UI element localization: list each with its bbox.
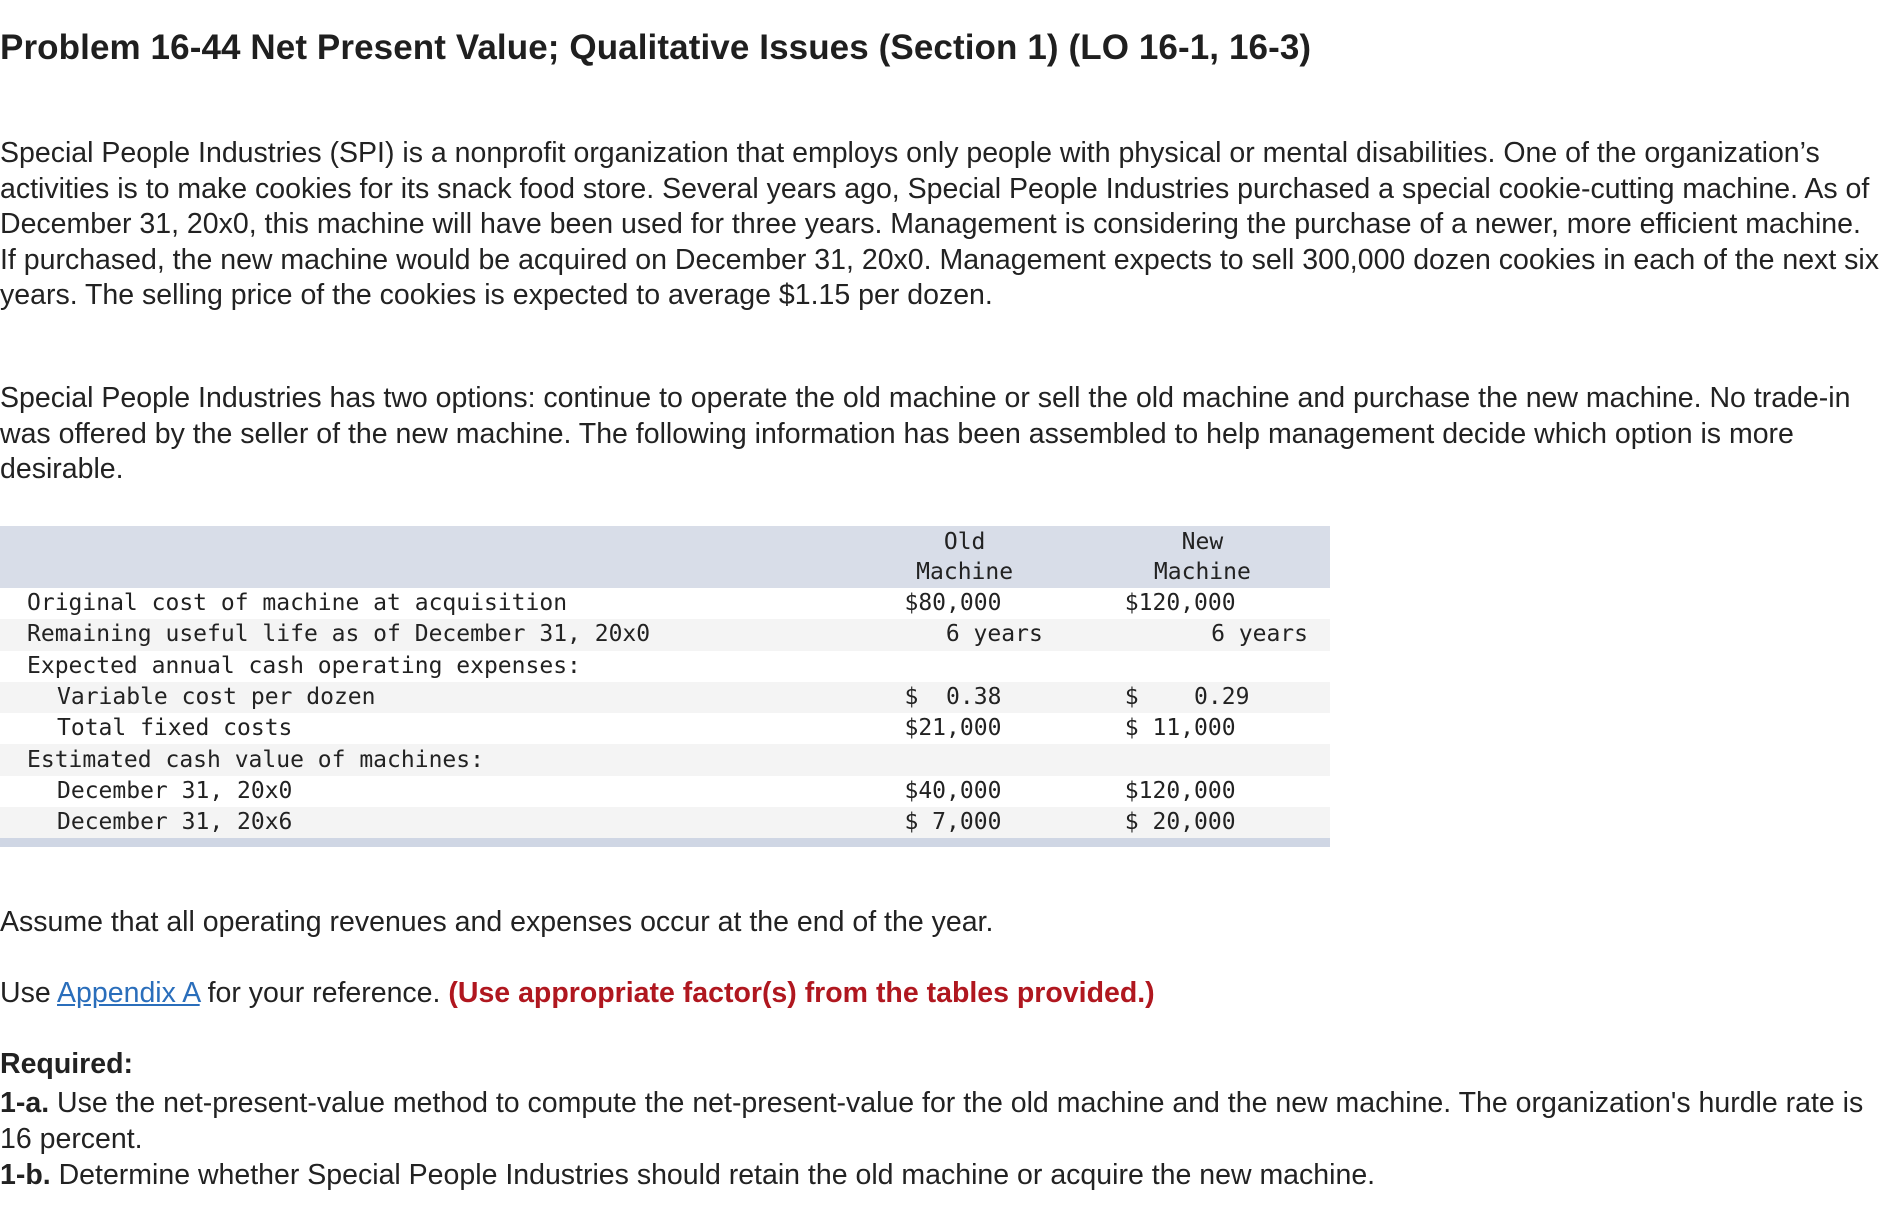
row-label: December 31, 20x6: [0, 807, 854, 838]
instruction-text: (Use appropriate factor(s) from the tables provided.): [448, 977, 1155, 1009]
requirement-1a-label: 1-a.: [0, 1087, 50, 1119]
table-row: [0, 776, 1330, 807]
old-machine-column-header: Old Machine: [854, 526, 1074, 588]
table-header-row: [0, 526, 1330, 588]
old-machine-value: $ 0.38: [904, 684, 1002, 711]
old-machine-value: $ 7,000: [904, 809, 1002, 836]
row-label: Expected annual cash operating expenses:: [0, 651, 854, 682]
new-machine-value: $ 0.29: [1124, 684, 1250, 711]
row-label: Variable cost per dozen: [0, 682, 854, 713]
label-column-header: [0, 526, 854, 588]
requirement-1b: [0, 1158, 1375, 1194]
old-machine-value: $40,000: [904, 777, 1002, 804]
row-label: Estimated cash value of machines:: [0, 744, 854, 775]
reference-line: Use Appendix A for your reference. (Use appropriate factor(s) from the tables provided.): [0, 977, 1155, 1009]
new-machine-value: 6 years: [1211, 621, 1308, 648]
requirement-1a: [0, 1086, 1890, 1157]
requirement-1a-text: Use the net-present-value method to compute the net-present-value for the old machine and the new machine. The organization's hurdle rate is 16 percent.: [0, 1087, 1864, 1155]
row-label: December 31, 20x0: [0, 776, 854, 807]
table-row: [0, 744, 1330, 775]
row-label: Original cost of machine at acquisition: [0, 588, 854, 619]
row-label: Total fixed costs: [0, 713, 854, 744]
table-row: [0, 588, 1330, 619]
requirement-1b-text: Determine whether Special People Industries should retain the old machine or acquire the new machine.: [50, 1159, 1376, 1191]
old-machine-value: $21,000: [904, 715, 1002, 742]
problem-title: Problem 16-44 Net Present Value; Qualitative Issues (Section 1) (LO 16-1, 16-3): [0, 28, 1312, 67]
new-machine-value: $ 20,000: [1124, 809, 1236, 836]
table-row: [0, 807, 1330, 838]
required-heading: Required:: [0, 1048, 134, 1080]
table-row: [0, 619, 1330, 650]
appendix-a-link[interactable]: Appendix A: [57, 977, 200, 1009]
old-machine-value: 6 years: [945, 621, 1043, 648]
table-row: [0, 713, 1330, 744]
table-row: [0, 682, 1330, 713]
new-machine-column-header: New Machine: [1075, 526, 1330, 588]
scenario-paragraph: Special People Industries (SPI) is a nonprofit organization that employs only people with physical or mental disabilities. One of the organization’s activities is to make cookies for its snack food store. Several years ago, Special People Industries purchased a special cookie-cutting machine. As of December 31, 20x0, this machine will have been used for three years. Management is considering the purchase of a newer, more efficient machine. If purchased, the new machine would be acquired on December 31, 20x0. Management expects to sell 300,000 dozen cookies in each of the next six years. The selling price of the cookies is expected to average $1.15 per dozen.: [0, 137, 1879, 311]
old-machine-value: $80,000: [904, 590, 1002, 617]
table-row: [0, 651, 1330, 682]
new-machine-value: $120,000: [1124, 777, 1236, 804]
machine-data-table: [0, 526, 1330, 847]
requirement-1b-label: 1-b.: [0, 1159, 51, 1191]
new-machine-value: $120,000: [1124, 590, 1236, 617]
options-paragraph: Special People Industries has two options: continue to operate the old machine or sell the old machine and purchase the new machine. No trade-in was offered by the seller of the new machine. The following information has been assembled to help management decide which option is more desirable.: [0, 382, 1851, 485]
new-machine-value: $ 11,000: [1124, 715, 1236, 742]
row-label: Remaining useful life as of December 31, 20x0: [0, 619, 854, 650]
assumption-text: Assume that all operating revenues and expenses occur at the end of the year.: [0, 906, 994, 938]
